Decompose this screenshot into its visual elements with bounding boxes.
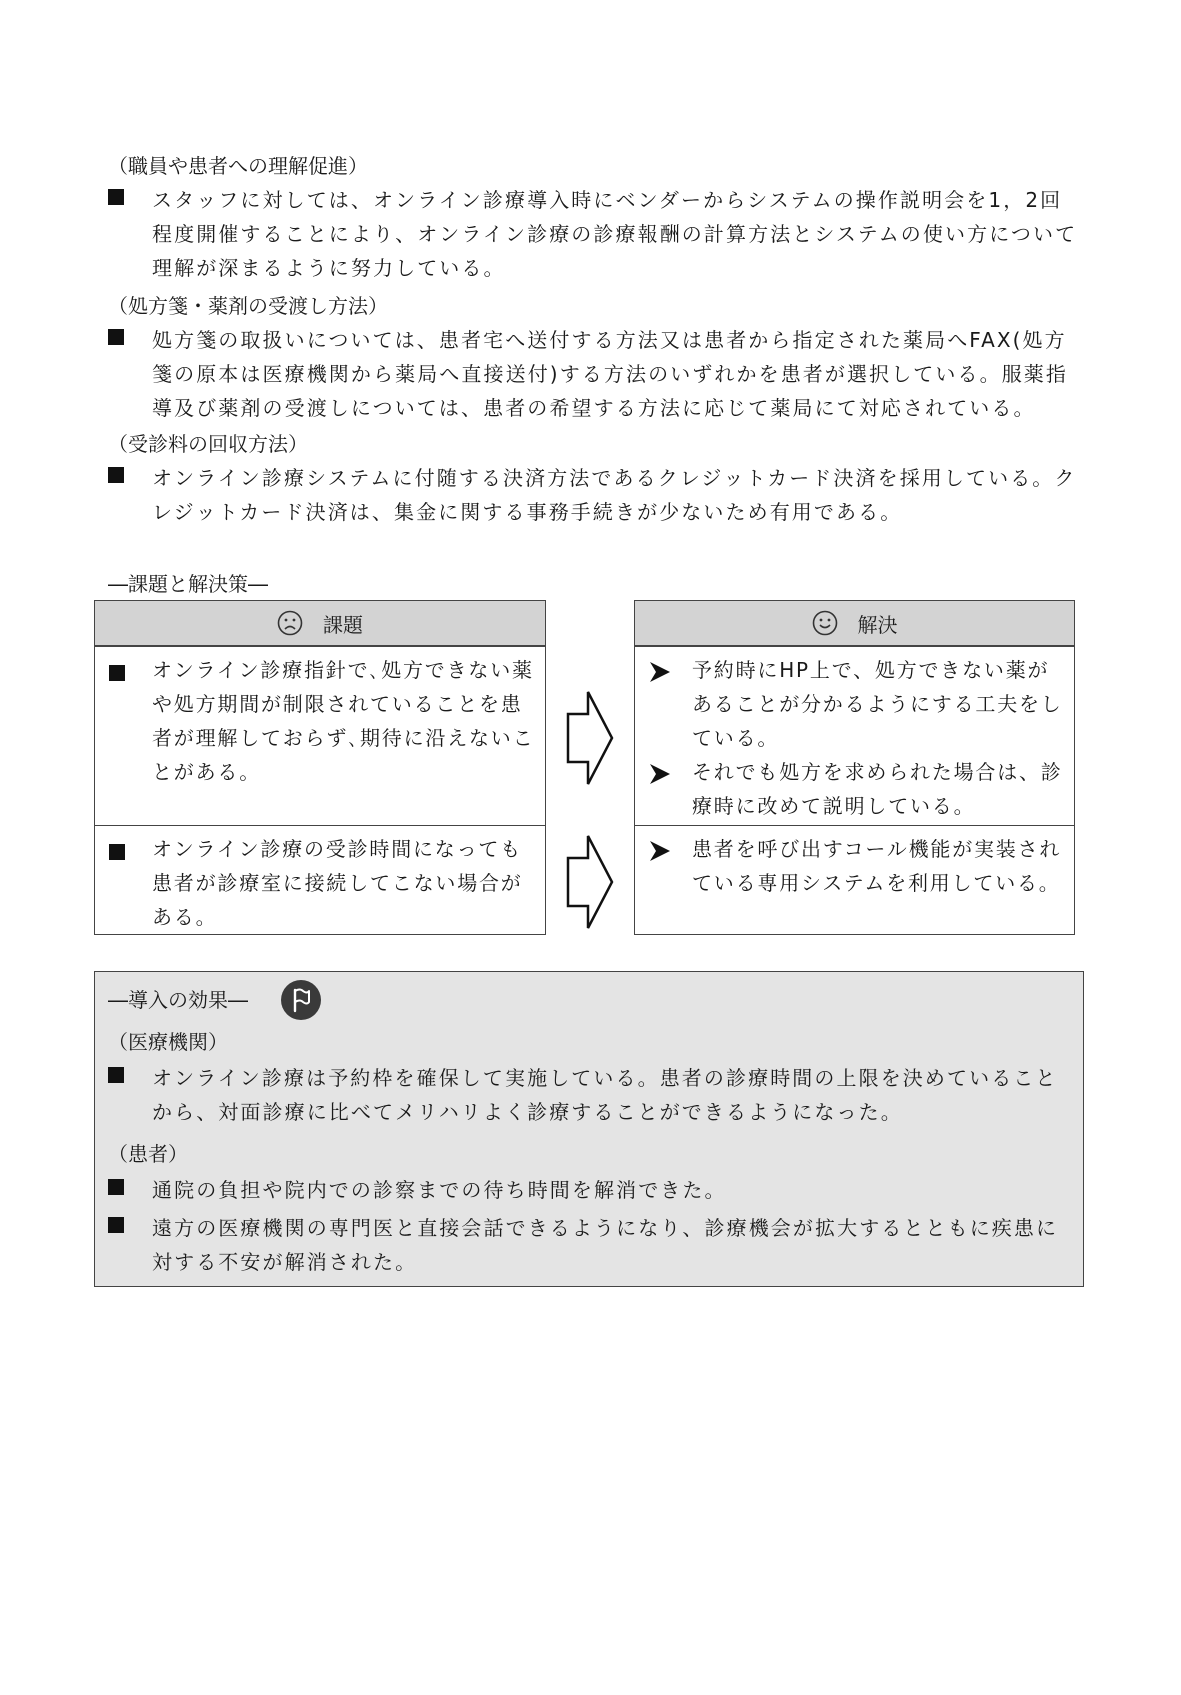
list-item (105, 653, 535, 789)
smile-face-icon (812, 610, 838, 636)
bullet-text: オンライン診療は予約枠を確保して実施している。患者の診療時間の上限を決めていることから、対面診療に比べてメリハリよく診療することができるようになった。 (152, 1066, 1058, 1124)
square-bullet-icon (109, 665, 125, 681)
bullet-text: 遠方の医療機関の専門医と直接会話できるようになり、診療機会が拡大するとともに疾患に対する不安が解消された。 (152, 1216, 1059, 1274)
section-heading-payment: （受診料の回収方法） (108, 432, 308, 456)
solution-cell-2 (634, 825, 1075, 935)
list-item (645, 755, 1064, 823)
list-item (108, 1173, 1078, 1207)
solution-text: それでも処方を求められた場合は、診療時に改めて説明している。 (692, 760, 1063, 818)
issue-cell-1 (94, 646, 546, 826)
square-bullet-icon (108, 1179, 124, 1195)
list-item (108, 1211, 1078, 1279)
arrowhead-bullet-icon (649, 661, 671, 683)
list-item (108, 461, 1078, 529)
effects-title: ―導入の効果― (108, 988, 248, 1012)
solution-text: 予約時にHP上で、処方できない薬があることが分かるようにする工夫をしている。 (692, 658, 1063, 750)
bullet-text: スタッフに対しては、オンライン診療導入時にベンダーからシステムの操作説明会を1，2回程度開催することにより、オンライン診療の診療報酬の計算方法とシステムの使い方について理解が深まるように努力している。 (152, 188, 1078, 280)
issue-header-label: 課題 (323, 612, 363, 637)
issues-title: ―課題と解決策― (108, 572, 268, 596)
solution-header-label: 解決 (857, 612, 898, 637)
square-bullet-icon (108, 1217, 124, 1233)
issue-text: オンライン診療の受診時間になっても患者が診療室に接続してこない場合がある。 (152, 837, 523, 929)
list-item (645, 653, 1064, 755)
section-heading-prescription: （処方箋・薬剤の受渡し方法） (108, 294, 388, 318)
square-bullet-icon (108, 329, 124, 345)
list-item (108, 1061, 1078, 1129)
issue-header (94, 600, 546, 646)
list-item (108, 323, 1078, 425)
issue-text: オンライン診療指針で､処方できない薬や処方期間が制限されていることを患者が理解しておらず､期待に沿えないことがある。 (152, 658, 535, 784)
arrowhead-bullet-icon (649, 840, 671, 862)
list-item (105, 832, 535, 934)
solution-header (634, 600, 1075, 646)
section-heading-staff: （職員や患者への理解促進） (108, 154, 368, 178)
flag-icon (281, 980, 321, 1020)
arrowhead-bullet-icon (649, 763, 671, 785)
square-bullet-icon (108, 189, 124, 205)
square-bullet-icon (108, 467, 124, 483)
section-heading-patient: （患者） (108, 1142, 188, 1166)
issue-cell-2 (94, 825, 546, 935)
right-arrow-icon (566, 690, 614, 786)
solution-cell-1 (634, 646, 1075, 826)
bullet-text: 通院の負担や院内での診察までの待ち時間を解消できた。 (152, 1178, 727, 1202)
list-item (108, 183, 1078, 285)
sad-face-icon (277, 610, 303, 636)
solution-text: 患者を呼び出すコール機能が実装されている専用システムを利用している。 (692, 837, 1062, 895)
list-item (645, 832, 1064, 900)
square-bullet-icon (108, 1067, 124, 1083)
square-bullet-icon (109, 844, 125, 860)
bullet-text: オンライン診療システムに付随する決済方法であるクレジットカード決済を採用している。クレジットカード決済は、集金に関する事務手続きが少ないため有用である。 (152, 466, 1077, 524)
section-heading-institution: （医療機関） (108, 1030, 228, 1054)
bullet-text: 処方箋の取扱いについては、患者宅へ送付する方法又は患者から指定された薬局へFAX(処方箋の原本は医療機関から薬局へ直接送付)する方法のいずれかを患者が選択している。服薬指導及び薬剤の受渡しについては、患者の希望する方法に応じて薬局にて対応されている。 (152, 328, 1069, 420)
right-arrow-icon (566, 834, 614, 930)
